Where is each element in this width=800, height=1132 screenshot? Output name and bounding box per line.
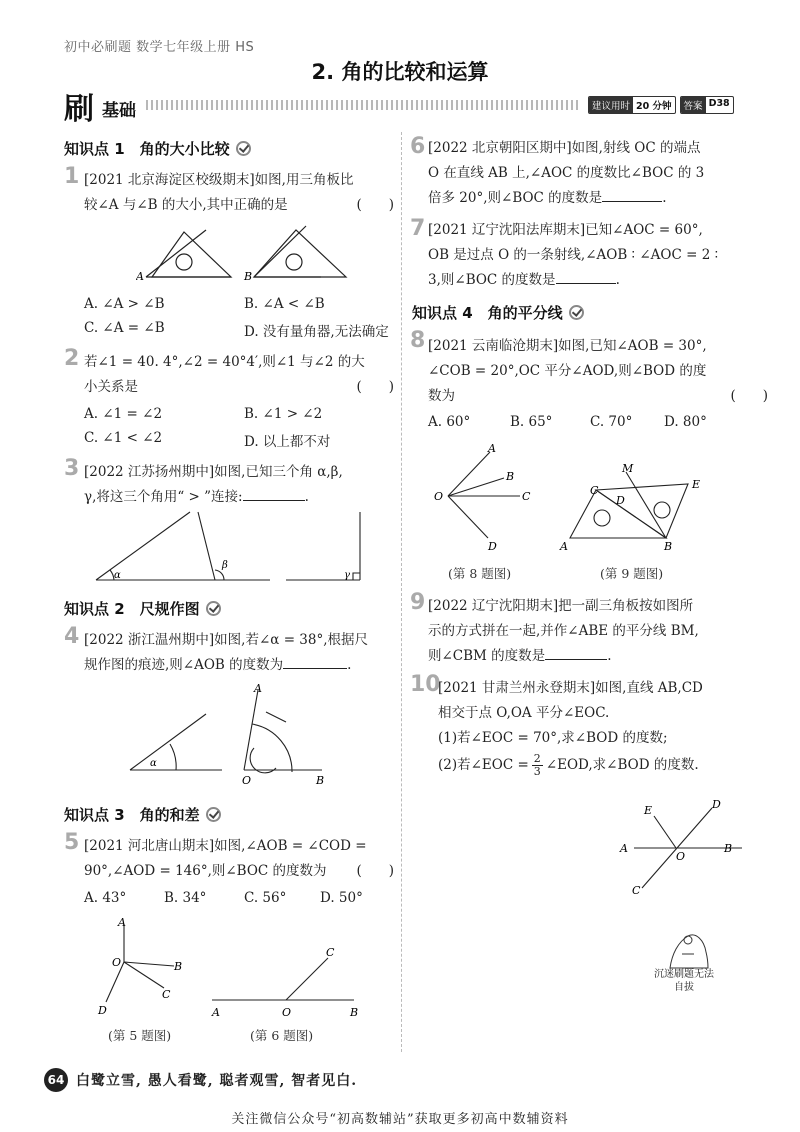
- q5-option-d[interactable]: D. 50°: [320, 890, 363, 906]
- section-1-heading: 知识点 1 角的大小比较: [64, 138, 251, 159]
- q1-option-b[interactable]: B. ∠A < ∠B: [244, 296, 325, 312]
- label-a: A: [254, 682, 262, 695]
- time-tag: 建议用时 20 分钟: [588, 96, 676, 114]
- q10-figure: [616, 796, 750, 896]
- label-o: O: [434, 490, 444, 503]
- label-a: A: [118, 916, 126, 929]
- q6-figure: [208, 944, 368, 1018]
- question-5: [2021 河北唐山期末]如图,∠AOB = ∠COD = 90°,∠AOD = 146°,则∠BOC 的度数为 ( ): [84, 838, 394, 879]
- label-b: B: [244, 270, 253, 283]
- level-label: 基础: [102, 101, 136, 121]
- label-b: B: [724, 842, 733, 855]
- series-header: 初中必刷题 数学七年级上册 HS: [64, 40, 255, 55]
- answer-blank[interactable]: [602, 201, 662, 202]
- label-a: A: [620, 842, 628, 855]
- answer-blank[interactable]: [243, 500, 305, 501]
- q2-option-a[interactable]: A. ∠1 = ∠2: [84, 406, 163, 422]
- q1-figure: [136, 222, 366, 284]
- footer-motto: 白鹭立雪, 愚人看鹭, 聪者观雪, 智者见白.: [76, 1073, 358, 1089]
- caption-q9: (第 9 题图): [600, 566, 664, 581]
- question-2: 若∠1 = 40. 4°,∠2 = 40°4′,则∠1 与∠2 的大 小关系是 ( ): [84, 354, 394, 395]
- label-a: A: [488, 442, 496, 455]
- page-number: 64: [44, 1068, 68, 1092]
- question-number: 2: [64, 346, 80, 371]
- label-c: C: [632, 884, 641, 896]
- label-o: O: [112, 956, 122, 969]
- section-2-heading: 知识点 2 尺规作图: [64, 598, 221, 619]
- label-d: D: [488, 540, 497, 553]
- label-m: M: [622, 462, 634, 475]
- answer-blank[interactable]: [545, 659, 607, 660]
- label-e: E: [644, 804, 653, 817]
- question-4: [2022 浙江温州期中]如图,若∠α = 38°,根据尺 规作图的痕迹,则∠AOB 的度数为 .: [84, 632, 369, 673]
- question-3: [2022 江苏扬州期中]如图,已知三个角 α,β, γ,将这三个角用“ > ”连接: .: [84, 464, 343, 505]
- q1-option-a[interactable]: A. ∠A > ∠B: [84, 296, 165, 312]
- question-number: 10: [410, 672, 441, 697]
- q5-option-c[interactable]: C. 56°: [244, 890, 287, 906]
- question-number: 6: [410, 134, 426, 159]
- q1-option-d[interactable]: D. 没有量角器,无法确定: [244, 324, 389, 340]
- section-3-heading: 知识点 3 角的和差: [64, 804, 221, 825]
- label-b: B: [174, 960, 183, 973]
- caption-q8: (第 8 题图): [448, 566, 512, 581]
- fraction: $\frac{2}{3}$: [533, 752, 541, 778]
- question-1: [2021 北京海淀区校级期末]如图,用三角板比 较∠A 与∠B 的大小,其中正确的是 ( ): [84, 172, 394, 213]
- q5-option-a[interactable]: A. 43°: [84, 890, 127, 906]
- label-d: D: [616, 494, 625, 507]
- footer-promo: 关注微信公众号“初高数辅站”获取更多初高中数辅资料: [231, 1112, 569, 1127]
- caption-q6: (第 6 题图): [250, 1028, 314, 1043]
- check-icon: [206, 807, 221, 822]
- brush-mark: 刷: [64, 92, 94, 127]
- check-icon: [236, 141, 251, 156]
- label-a: A: [136, 270, 144, 283]
- gamma-label: γ: [344, 570, 350, 581]
- question-number: 3: [64, 456, 80, 481]
- label-o: O: [242, 774, 252, 787]
- label-o: O: [282, 1006, 292, 1018]
- question-number: 9: [410, 590, 426, 615]
- alpha-label: α: [114, 570, 121, 581]
- page-title: 2. 角的比较和运算: [311, 60, 489, 84]
- question-number: 4: [64, 624, 80, 649]
- label-d: D: [98, 1004, 107, 1017]
- q2-option-b[interactable]: B. ∠1 > ∠2: [244, 406, 323, 422]
- header-tags: [588, 96, 734, 114]
- label-c: C: [162, 988, 171, 1001]
- q8-option-d[interactable]: D. 80°: [664, 414, 707, 430]
- caption-q5: (第 5 题图): [108, 1028, 172, 1043]
- q8-option-a[interactable]: A. 60°: [428, 414, 471, 430]
- q5-option-b[interactable]: B. 34°: [164, 890, 207, 906]
- q4-figure: [126, 682, 346, 788]
- q9-figure: [558, 460, 708, 554]
- label-c: C: [522, 490, 531, 503]
- question-number: 8: [410, 328, 426, 353]
- question-10: [2021 甘肃兰州永登期末]如图,直线 AB,CD 相交于点 O,OA 平分∠EOC. (1)若∠EOC = 70°,求∠BOD 的度数; (2)若∠EOC = $\frac{2}{3}$ ∠EOD,求∠BOD 的度数.: [438, 680, 703, 778]
- label-b: B: [316, 774, 325, 787]
- q8-option-b[interactable]: B. 65°: [510, 414, 553, 430]
- q8-figure: [430, 440, 550, 556]
- question-9: [2022 辽宁沈阳期末]把一副三角板按如图所 示的方式拼在一起,并作∠ABE 的平分线 BM, 则∠CBM 的度数是 .: [428, 598, 699, 664]
- label-b: B: [506, 470, 515, 483]
- label-a: A: [560, 540, 568, 553]
- q1-option-c[interactable]: C. ∠A = ∠B: [84, 320, 165, 336]
- q2-option-d[interactable]: D. 以上都不对: [244, 434, 331, 450]
- check-icon: [569, 305, 584, 320]
- label-d: D: [712, 798, 721, 811]
- question-number: 1: [64, 164, 80, 189]
- label-e: E: [692, 478, 701, 491]
- section-4-heading: 知识点 4 角的平分线: [412, 302, 584, 323]
- q3-figure: [90, 508, 370, 586]
- alpha-label: α: [150, 758, 157, 769]
- q2-option-c[interactable]: C. ∠1 < ∠2: [84, 430, 163, 446]
- label-c: C: [326, 946, 335, 959]
- label-b: B: [350, 1006, 359, 1018]
- question-6: [2022 北京朝阳区期中]如图,射线 OC 的端点 O 在直线 AB 上,∠AOC 的度数比∠BOC 的 3 倍多 20°,则∠BOC 的度数是 .: [428, 140, 705, 206]
- label-a: A: [212, 1006, 220, 1018]
- question-8: [2021 云南临沧期末]如图,已知∠AOB = 30°, ∠COB = 20°,OC 平分∠AOD,则∠BOD 的度 数为 ( ): [428, 338, 768, 404]
- beta-label: β: [222, 560, 228, 571]
- answer-blank[interactable]: [283, 668, 347, 669]
- mascot-illustration: [664, 926, 712, 970]
- question-number: 7: [410, 216, 426, 241]
- header-hatch-decoration: [146, 100, 578, 110]
- label-b: B: [664, 540, 673, 553]
- question-7: [2021 辽宁沈阳法库期末]已知∠AOC = 60°, OB 是过点 O 的一条射线,∠AOB ∶ ∠AOC = 2 ∶ 3,则∠BOC 的度数是 .: [428, 222, 719, 288]
- mascot-caption: 沉迷刷题无法自拔: [654, 969, 714, 993]
- answer-tag: 答案 D38: [680, 96, 734, 114]
- label-o: O: [676, 850, 686, 863]
- question-number: 5: [64, 830, 80, 855]
- q8-option-c[interactable]: C. 70°: [590, 414, 633, 430]
- label-c: C: [590, 484, 599, 497]
- check-icon: [206, 601, 221, 616]
- answer-blank[interactable]: [556, 283, 616, 284]
- column-divider: [401, 132, 402, 1052]
- q5-figure: [96, 914, 196, 1018]
